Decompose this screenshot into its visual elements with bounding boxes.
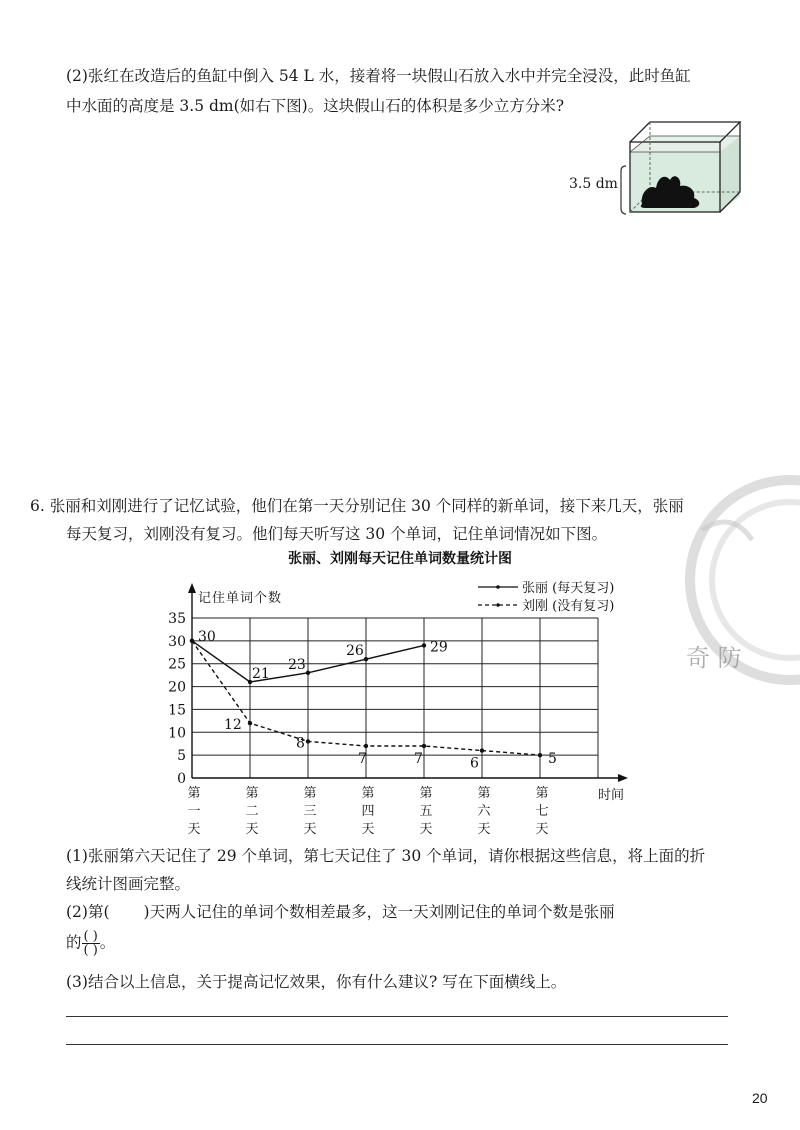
data-label: 29: [430, 639, 448, 656]
data-point: [306, 671, 310, 675]
y-axis-arrow: [188, 583, 196, 593]
data-label: 7: [414, 751, 423, 767]
legend-dot: [496, 603, 500, 607]
y-tick-label: 5: [177, 748, 186, 765]
x-axis-arrow: [618, 774, 628, 782]
data-point: [364, 744, 368, 748]
q6-sub2-de: 的: [66, 933, 82, 952]
data-point: [422, 643, 426, 647]
y-tick-label: 30: [168, 633, 186, 650]
page-number: 20: [752, 1090, 768, 1106]
data-label: 6: [470, 755, 479, 772]
q6-sub2-line1: [66, 900, 615, 924]
y-tick-label: 0: [177, 771, 186, 787]
q5-part2-line1: (2)张红在改造后的鱼缸中倒入 54 L 水，接着将一块假山石放入水中并完全浸没，此时鱼缸: [66, 67, 691, 85]
q6-sub1-line2: 线统计图画完整。: [66, 875, 191, 893]
q6-sub2-fraction-blank[interactable]: [82, 930, 100, 957]
x-tick-label: 第一天: [187, 786, 201, 837]
data-point: [422, 744, 426, 748]
data-point: [190, 639, 194, 643]
legend-label: 张丽 (每天复习): [522, 581, 615, 596]
y-tick-label: 35: [168, 611, 186, 627]
fraction-denominator: ( ): [83, 943, 98, 958]
data-point: [248, 721, 252, 725]
y-tick-label: 25: [168, 656, 186, 673]
data-label: 8: [296, 735, 305, 752]
x-axis-label: 时间: [598, 788, 625, 803]
chart-title: 张丽、刘刚每天记住单词数量统计图: [288, 551, 512, 567]
line-chart: [150, 545, 650, 845]
stamp-text: 奇 防: [686, 644, 742, 672]
data-point: [306, 739, 310, 743]
q6-sub1-line1: (1)张丽第六天记住了 29 个单词，第七天记住了 30 个单词，请你根据这些信息，将上面的折: [66, 847, 706, 865]
x-tick-label: 第七天: [535, 786, 549, 837]
tank-height-label: 3.5 dm: [569, 176, 618, 192]
data-point: [364, 657, 368, 661]
data-point: [538, 753, 542, 757]
y-tick-label: 15: [168, 702, 186, 719]
q6-sub2-prefix: (2)第(: [66, 903, 110, 921]
data-point: [480, 748, 484, 752]
data-label: 26: [346, 643, 364, 660]
legend-label: 刘刚 (没有复习): [522, 599, 615, 614]
x-tick-label: 第六天: [477, 786, 491, 837]
x-tick-label: 第四天: [361, 786, 375, 837]
q6-sub2-period: 。: [99, 933, 116, 952]
data-label: 5: [548, 751, 557, 768]
y-tick-label: 10: [168, 725, 186, 742]
data-label: 21: [252, 666, 270, 682]
fraction-numerator: ( ): [83, 929, 98, 944]
q6-line1: 6. 张丽和刘刚进行了记忆试验，他们在第一天分别记住 30 个同样的新单词，接下来几天，张丽: [30, 497, 684, 515]
x-tick-label: 第二天: [245, 786, 259, 837]
x-tick-label: 第三天: [303, 786, 317, 837]
q5-part2-line2: 中水面的高度是 3.5 dm(如右下图)。这块假山石的体积是多少立方分米?: [66, 97, 565, 115]
data-label: 23: [288, 656, 306, 673]
data-label: 12: [224, 717, 242, 734]
fish-tank-figure: [566, 118, 746, 218]
faint-stamp-watermark: [672, 470, 800, 700]
legend-dot: [496, 585, 500, 589]
answer-line-2[interactable]: [66, 1044, 728, 1045]
q6-sub3: (3)结合以上信息，关于提高记忆效果，你有什么建议? 写在下面横线上。: [66, 973, 567, 991]
x-tick-label: 第五天: [419, 786, 433, 837]
q6-line2: 每天复习，刘刚没有复习。他们每天听写这 30 个单词，记住单词情况如下图。: [66, 525, 608, 543]
data-label: 30: [198, 628, 216, 645]
answer-line-1[interactable]: [66, 1016, 728, 1017]
q6-sub2-rest: )天两人记住的单词个数相差最多，这一天刘刚记住的单词个数是张丽: [143, 903, 615, 921]
data-label: 7: [358, 751, 367, 767]
q6-sub2-line2: [66, 930, 115, 957]
y-tick-label: 20: [168, 679, 186, 696]
y-axis-label: 记住单词个数: [198, 591, 283, 606]
